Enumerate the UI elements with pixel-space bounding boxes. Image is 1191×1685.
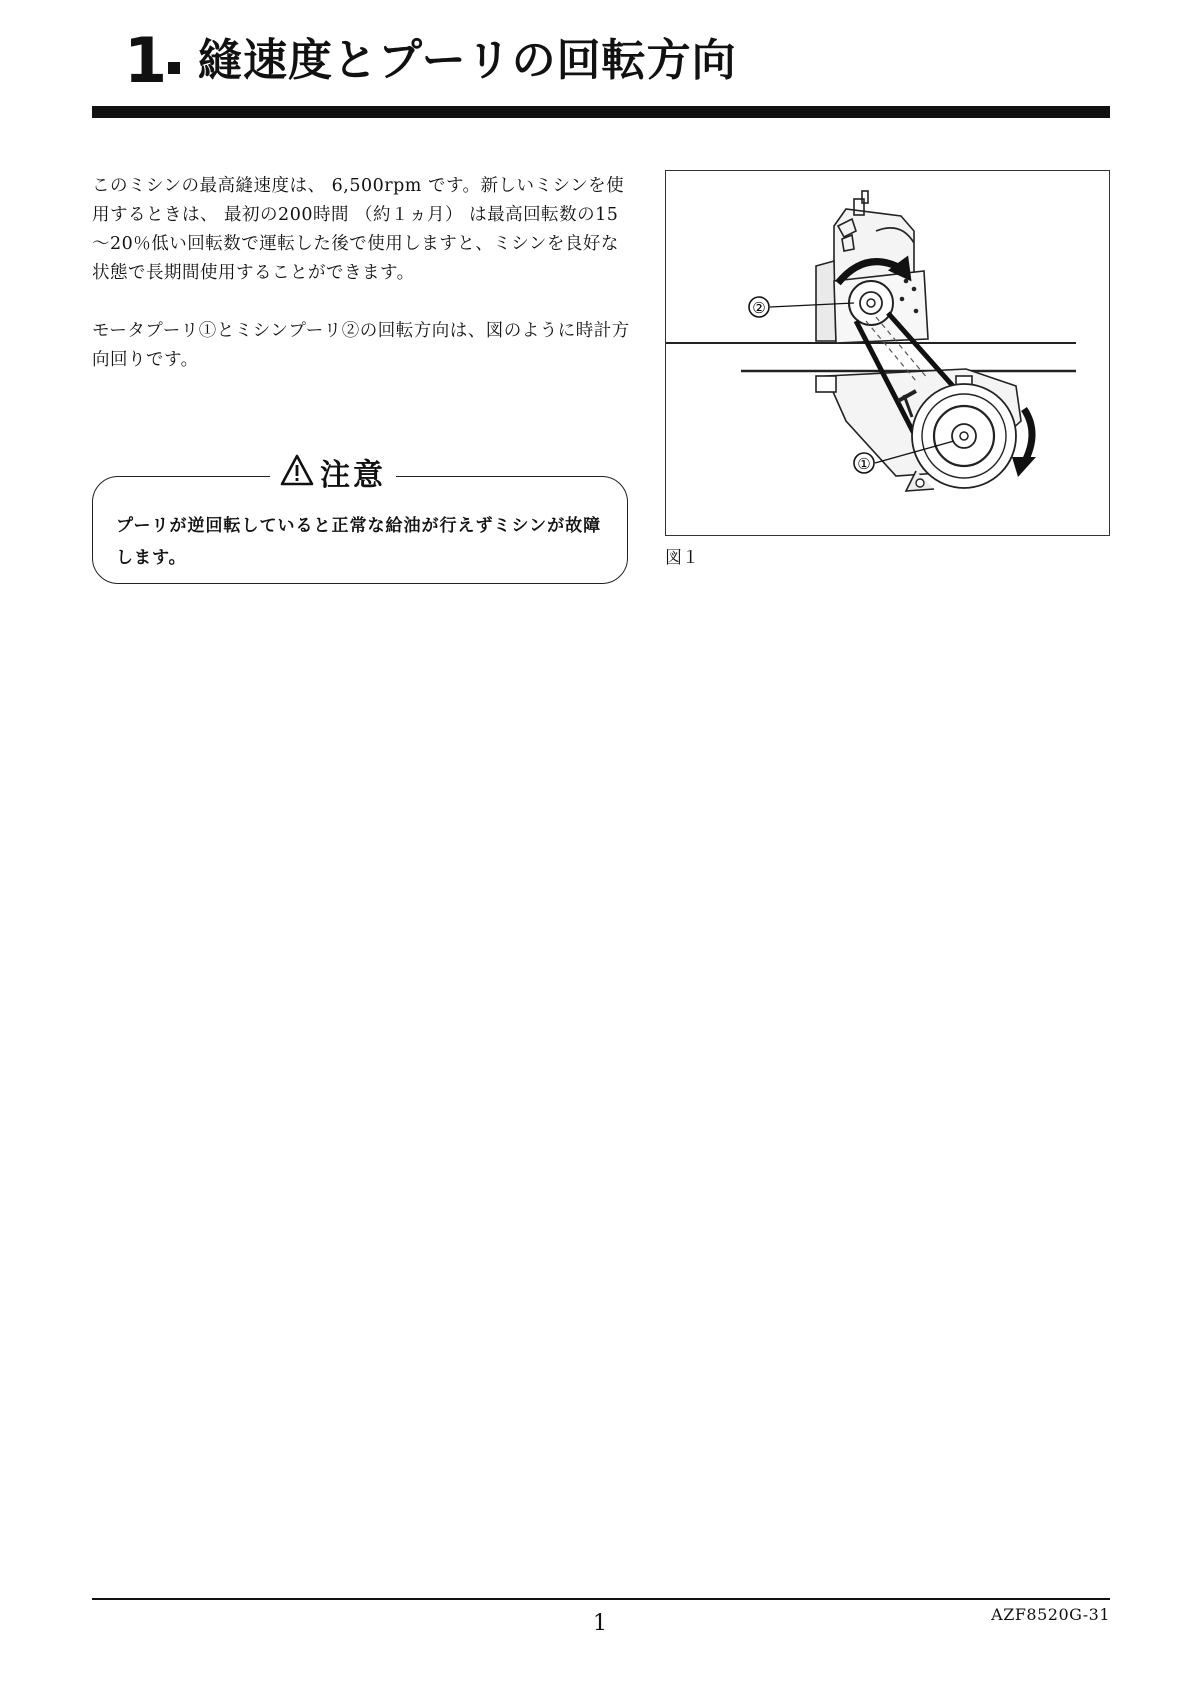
page-title: 縫速度とプーリの回転方向 <box>198 35 737 86</box>
paragraph-rotation: モータプーリ①とミシンプーリ②の回転方向は、図のように時計方向回りです。 <box>92 321 630 370</box>
title-underline <box>92 106 1110 118</box>
footer-rule <box>92 1598 1110 1600</box>
figure-caption: 図１ <box>665 548 699 568</box>
warning-triangle-icon <box>280 454 314 497</box>
caution-heading <box>270 454 396 497</box>
label-motor-pulley: ① <box>857 455 871 473</box>
caution-text: プーリが逆回転していると正常な給油が行えずミシンが故障します。 <box>116 516 602 568</box>
machine-pulley <box>849 281 893 325</box>
pulley-illustration <box>666 171 1110 536</box>
caution-heading-text: 注意 <box>320 457 386 493</box>
figure-pulley-diagram <box>665 170 1110 536</box>
label-machine-pulley: ② <box>752 299 766 317</box>
caution-box <box>92 454 630 586</box>
section-number: 1 <box>124 24 166 97</box>
document-code: AZF8520G-31 <box>991 1605 1110 1624</box>
paragraph-speed: このミシンの最高縫速度は、 6,500rpm です。新しいミシンを使用するときは、 最初の200時間 （約１ヵ月） は最高回転数の15～20％低い回転数で運転した後で使用しますと、ミシンを良好な状態で長期間使用することができます。 <box>92 176 625 283</box>
section-number-dot <box>168 62 180 74</box>
body-text <box>92 172 632 375</box>
page-number: 1 <box>593 1611 607 1636</box>
motor-rotation-arrow <box>1024 409 1032 463</box>
